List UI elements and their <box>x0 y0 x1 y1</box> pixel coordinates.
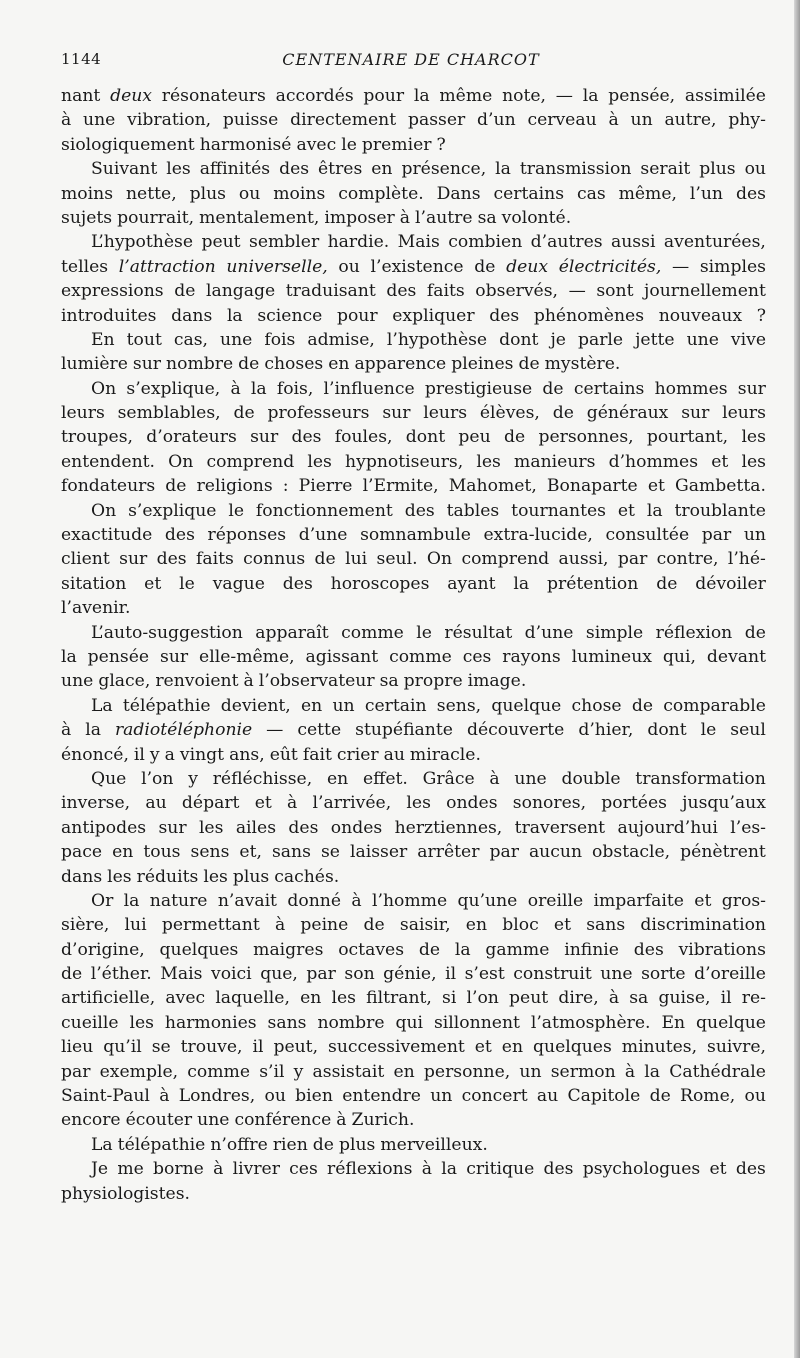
text-line: lieu qu’il se trouve, il peut, successivement et en quelques minutes, suivre, <box>61 1037 766 1058</box>
running-title: CENTENAIRE DE CHARCOT <box>282 50 540 69</box>
text-line: l’avenir. <box>61 598 131 619</box>
text-line: Suivant les affinités des êtres en présence, la transmission serait plus ou <box>91 159 766 180</box>
text-line: lumière sur nombre de choses en apparence pleines de mystère. <box>61 354 621 375</box>
text-line: fondateurs de religions : Pierre l’Ermite, Mahomet, Bonaparte et Gambetta. <box>61 476 766 497</box>
text-line: physiologistes. <box>61 1183 190 1204</box>
text-line: On s’explique le fonctionnement des tables tournantes et la troublante <box>91 500 766 521</box>
text-line: antipodes sur les ailes des ondes herztiennes, traversent aujourd’hui l’es- <box>61 817 766 838</box>
text-line: énoncé, il y a vingt ans, eût fait crier au miracle. <box>61 744 481 765</box>
text-line: exactitude des réponses d’une somnambule extra-lucide, consultée par un <box>61 525 766 546</box>
page-edge-shadow <box>794 0 800 1358</box>
text-line: moins nette, plus ou moins complète. Dans certains cas même, l’un des <box>61 183 766 204</box>
text-line: Saint-Paul à Londres, ou bien entendre un concert au Capitole de Rome, ou <box>61 1086 766 1107</box>
text-line: troupes, d’orateurs sur des foules, dont peu de personnes, pourtant, les <box>61 427 766 448</box>
text-line: siologiquement harmonisé avec le premier ? <box>61 134 446 155</box>
text-line: introduites dans la science pour expliquer des phénomènes nouveaux ? <box>61 305 766 326</box>
text-line: leurs semblables, de professeurs sur leurs élèves, de généraux sur leurs <box>61 403 766 424</box>
text-line: à la radiotéléphonie — cette stupéfiante découverte d’hier, dont le seul <box>61 720 766 741</box>
text-line: d’origine, quelques maigres octaves de la gamme infinie des vibrations <box>61 939 766 960</box>
text-line: Je me borne à livrer ces réflexions à la critique des psychologues et des <box>91 1159 766 1180</box>
text-line: L’auto-suggestion apparaît comme le résultat d’une simple réflexion de <box>91 622 766 643</box>
text-line: nant deux résonateurs accordés pour la même note, — la pensée, assimilée <box>61 86 766 106</box>
text-line: entendent. On comprend les hypnotiseurs, les manieurs d’hommes et les <box>61 451 766 472</box>
page-header <box>61 50 761 74</box>
text-line: expressions de langage traduisant des faits observés, — sont journellement <box>61 281 766 302</box>
text-line: telles l’attraction universelle, ou l’existence de deux électricités, — simples <box>61 256 766 277</box>
text-line: de l’éther. Mais voici que, par son génie, il s’est construit une sorte d’oreille <box>61 964 766 985</box>
text-line: sière, lui permettant à peine de saisir, en bloc et sans discrimination <box>61 915 766 936</box>
body-text <box>61 84 766 1206</box>
text-line: sujets pourrait, mentalement, imposer à l’autre sa volonté. <box>61 207 572 228</box>
text-line: dans les réduits les plus cachés. <box>61 866 340 887</box>
text-line: pace en tous sens et, sans se laisser arrêter par aucun obstacle, pénètrent <box>61 842 766 863</box>
text-line: La télépathie n’offre rien de plus merveilleux. <box>91 1134 488 1155</box>
text-line: Que l’on y réfléchisse, en effet. Grâce à une double transformation <box>91 768 766 789</box>
text-line: par exemple, comme s’il y assistait en personne, un sermon à la Cathédrale <box>61 1061 766 1082</box>
text-line: la pensée sur elle-même, agissant comme ces rayons lumineux qui, devant <box>61 646 766 667</box>
text-line: sitation et le vague des horoscopes ayant la prétention de dévoiler <box>61 573 766 594</box>
text-line: artificielle, avec laquelle, en les filtrant, si l’on peut dire, à sa guise, il re- <box>61 988 766 1009</box>
text-line: encore écouter une conférence à Zurich. <box>61 1110 415 1131</box>
text-line: Or la nature n’avait donné à l’homme qu’une oreille imparfaite et gros- <box>91 890 766 911</box>
text-line: à une vibration, puisse directement passer d’un cerveau à un autre, phy- <box>61 110 766 131</box>
text-line: L’hypothèse peut sembler hardie. Mais combien d’autres aussi aventurées, <box>91 232 766 253</box>
text-line: La télépathie devient, en un certain sens, quelque chose de comparable <box>91 695 766 716</box>
text-line: client sur des faits connus de lui seul. On comprend aussi, par contre, l’hé- <box>61 549 766 570</box>
text-line: En tout cas, une fois admise, l’hypothèse dont je parle jette une vive <box>91 329 766 350</box>
text-line: une glace, renvoient à l’observateur sa propre image. <box>61 671 527 692</box>
text-line: On s’explique, à la fois, l’influence prestigieuse de certains hommes sur <box>91 378 766 399</box>
page-number: 1144 <box>61 50 102 68</box>
text-line: cueille les harmonies sans nombre qui sillonnent l’atmosphère. En quelque <box>61 1012 766 1033</box>
text-line: inverse, au départ et à l’arrivée, les ondes sonores, portées jusqu’aux <box>61 793 766 814</box>
